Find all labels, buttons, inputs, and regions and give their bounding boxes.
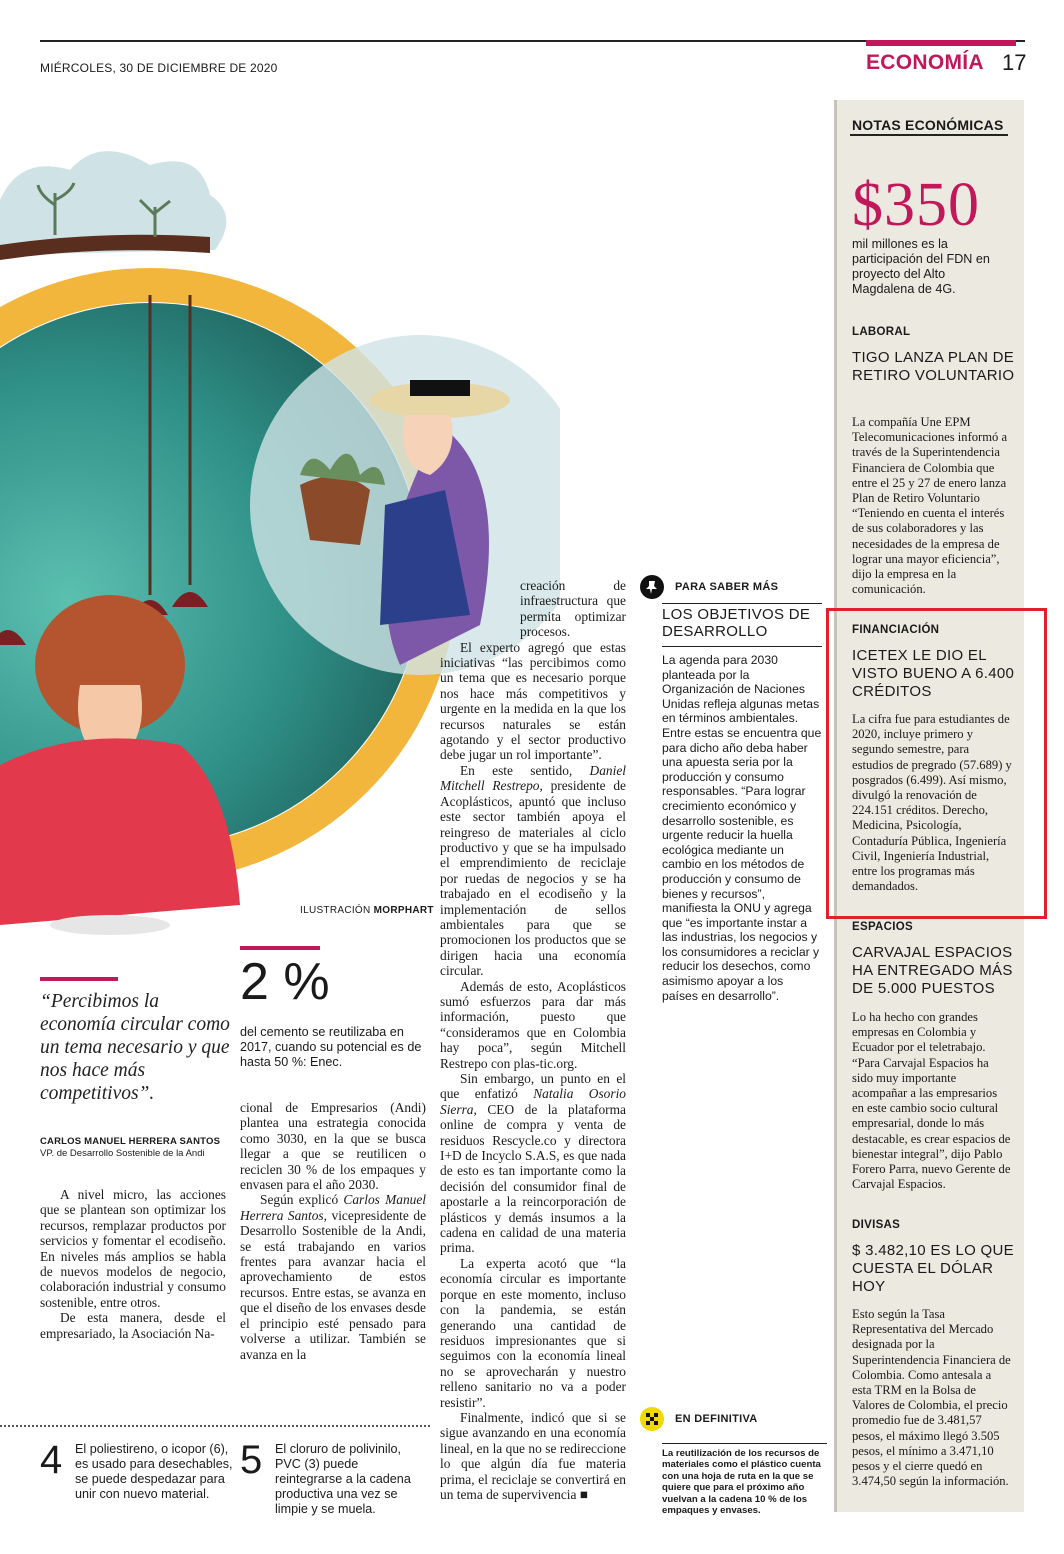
article-paragraph: Sin embargo, un punto en el que enfatizó Natalia Osorio Sierra, CEO de la plataforma online de compra y venta de residuos Rescycle.co y directora I+D de Incyclo S.A.S, es que nada de esto es tan importante como la decisión del consumidor final de apostarle a la reincorporación de plásticos y demás insumos a la cadena en calidad de una materia prima. [440, 1071, 627, 1256]
article-paragraph: De esta manera, desde el empresariado, la Asociación Na- [40, 1310, 226, 1341]
note-category: FINANCIACIÓN [852, 624, 940, 636]
page-number: 17 [1002, 50, 1027, 75]
note-body: Esto según la Tasa Representativa del Mercado designada por la Superintendencia Financiera de Colombia. Como antesala a esta TRM en la Bolsa de Valores de Colombia, el precio promedio fue de 3.481,57 pesos, el máximo llegó 3.505 pesos, el mínimo a 3.471,10 pesos y el cierre quedó en 3.474,50 según la información. [852, 1307, 1011, 1489]
article-paragraph: En este sentido, Daniel Mitchell Restrepo, presidente de Acoplásticos, apuntó que incluso este sector también apoya el reingreso de materiales al ciclo productivo y que se ha impulsado el emprendimiento de reciclaje por ruedas de negocios y se ha trabajado en el ecodiseño y la implementación de sellos ambientales para que se promocionen los productos que se dirigen hacia una economía circular. [440, 762, 626, 979]
stat-value: 2 % [240, 953, 330, 1011]
facts-divider [0, 1425, 430, 1427]
article-paragraph: Además de esto, Acoplásticos sumó esfuerzos para dar más información, puesto que “consideramos que en Colombia hay poca”, según Mitchell Restrepo con plas-tic.org. [440, 978, 626, 1071]
article-column-1 [40, 1187, 226, 1341]
quote-author-role: VP. de Desarrollo Sostenible de la Andi [40, 1148, 205, 1159]
fact-number: 5 [240, 1438, 263, 1482]
quote-accent-bar [40, 977, 118, 981]
sidebar-big-figure-caption: mil millones es la participación del FDN en proyecto del Alto Magdalena de 4G. [852, 237, 990, 296]
section-color-bar [866, 40, 1016, 46]
sidebar-title: NOTAS ECONÓMICAS [852, 117, 1004, 133]
article-paragraph: A nivel micro, las acciones que se plantean son optimizar los recursos, remplazar productos por servicios y fomentar el ecodiseño. En niveles más amplios se habla de nuevos modelos de negocio, colaboración industrial y consumo sostenible, entre otros. [40, 1187, 226, 1310]
article-paragraph: El experto agregó que estas iniciativas “las percibimos como un tema que es necesario porque nos hace más competitivos y urgente en la medida en la que los recursos naturales se están agotando y el sector productivo debe jugar un rol importante”. [440, 639, 626, 763]
sidebar-big-figure: $350 [852, 171, 980, 239]
fact-number: 4 [40, 1438, 63, 1482]
article-paragraph: La experta acotó que “la economía circular es importante porque en este momento, incluso con la pandemia, se están generando una cantidad de residuos impresionantes que si seguimos con la economía lineal no se aprovecharán y nuestro relleno sanitario no va a poder resistir”. [440, 1255, 626, 1410]
article-paragraph: Finalmente, indicó que si se sigue avanzando en una economía lineal, en la que no se redireccione lo que algún día fue materia prima, el reciclaje se convertirá en un tema de supervivencia ■ [440, 1409, 626, 1502]
fact-text: El poliestireno, o icopor (6), es usado para desechables, se puede despedazar para unir con nuevo material. [75, 1442, 233, 1501]
note-category: ESPACIOS [852, 921, 913, 933]
note-headline: $ 3.482,10 ES LO QUE CUESTA EL DÓLAR HOY [852, 1242, 1014, 1295]
highlight-box [826, 608, 1047, 919]
stat-caption: del cemento se reutilizaba en 2017, cuando su potencial es de hasta 50 %: Enec. [240, 1025, 422, 1069]
article-column-3 [440, 578, 626, 1502]
note-body: La cifra fue para estudiantes de 2020, incluye primero y segundo semestre, para estudios de pregrado (57.689) y posgrados (6.499). Así mismo, divulgó la renovación de 224.151 créditos. Derecho, Medicina, Psicología, Contaduría Pública, Ingeniería Civil, Ingeniería Industrial, entre los programas más demandados. [852, 712, 1012, 894]
illustration-credit: ILUSTRACIÓN MORPHART [300, 905, 434, 916]
sidebar-title-rule [850, 134, 1008, 136]
article-paragraph: Según explicó Carlos Manuel Herrera Santos, vicepresidente de Desarrollo Sostenible de la Andi, se está trabajando en varios frentes para avanzar hacia el aprovechamiento de estos recursos. Entre estas, se avanza en que el diseño de los envases desde el principio esté pensado para volverse a utilizar. También se avanza en la [240, 1192, 427, 1362]
section-name: ECONOMÍA [866, 51, 984, 74]
para-saber-mas-headline: LOS OBJETIVOS DE DESARROLLO [662, 603, 822, 640]
article-paragraph: creación de infraestructura que permita optimizar procesos. [520, 578, 626, 640]
note-headline: CARVAJAL ESPACIOS HA ENTREGADO MÁS DE 5.000 PUESTOS [852, 944, 1013, 997]
note-headline: ICETEX LE DIO EL VISTO BUENO A 6.400 CRÉDITOS [852, 647, 1015, 700]
fact-text: El cloruro de polivinilo, PVC (3) puede reintegrarse a la cadena productiva una vez se limpie y se muela. [275, 1442, 411, 1516]
quote-author: CARLOS MANUEL HERRERA SANTOS [40, 1136, 221, 1147]
checker-icon [640, 1407, 664, 1431]
note-body: La compañía Une EPM Telecomunicaciones informó a través de la Superintendencia Financiera de Colombia que entre el 25 y 27 de enero lanza Plan de Retiro Voluntario “Teniendo en cuenta el interés de sus colaboradores y las necesidades de la empresa de lograr una mayor eficiencia”, dijo la empresa en la comunicación. [852, 415, 1008, 597]
note-headline: TIGO LANZA PLAN DE RETIRO VOLUNTARIO [852, 349, 1015, 384]
page-date: MIÉRCOLES, 30 DE DICIEMBRE DE 2020 [40, 61, 278, 75]
note-category: DIVISAS [852, 1219, 901, 1231]
note-body: Lo ha hecho con grandes empresas en Colombia y Ecuador por el teletrabajo. “Para Carvajal Espacios ha sido muy importante acompañar a las empresarios en este cambio socio cultural empresarial, donde lo más destacable, es crear espacios de bienestar integral”, dijo Pablo Forero Parra, nuevo Gerente de Carvajal Espacios. [852, 1010, 1011, 1192]
en-definitiva-label: EN DEFINITIVA [675, 1413, 758, 1425]
article-paragraph: cional de Empresarios (Andi) plantea una estrategia conocida como 3030, en la que se busca llegar a que se reutilicen o reciclen 30 % de los empaques y envasen para el año 2030. [240, 1100, 426, 1193]
note-category: LABORAL [852, 326, 911, 338]
en-definitiva-text: La reutilización de los recursos de materiales como el plástico cuenta con una hoja de ruta en la que se quiere que para el próximo año vuelvan a la cadena 10 % de los empaques y envases. [662, 1443, 827, 1516]
para-saber-mas-body: La agenda para 2030 planteada por la Organización de Naciones Unidas refleja algunas metas en términos ambientales. Entre estas se encuentra que para dicho año deba haber una apuesta seria por la producción y consumo responsables. “Para lograr crecimiento económico y desarrollo sostenible, es urgente reducir la huella ecológica mediante un cambio en los métodos de producción y consumo de bienes y recursos”, manifiesta la ONU y agrega que “es importante instar a las industrias, los negocios y los consumidores a reciclar y reducir los desechos, como asimismo apoyar a los países en desarrollo”. [662, 646, 822, 1003]
pin-icon [640, 575, 664, 599]
para-saber-mas-label: PARA SABER MÁS [675, 581, 779, 593]
article-column-2 [240, 1100, 426, 1362]
stat-accent-bar [240, 946, 320, 950]
pull-quote: “Percibimos la economía circular como un tema necesario y que nos hace más competitivos”. [40, 991, 230, 1104]
